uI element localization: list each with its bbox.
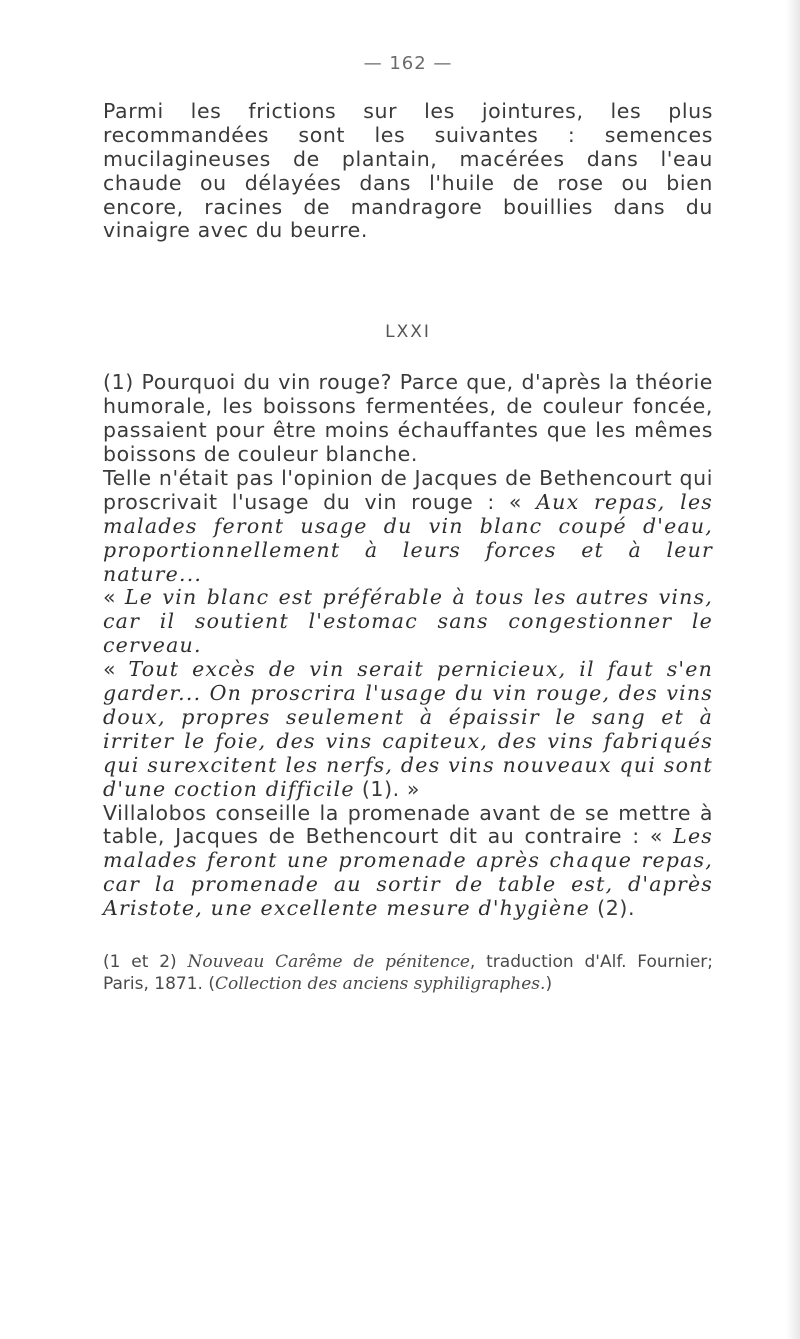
footnote-title: Nouveau Carême de pénitence	[187, 952, 470, 973]
footnote-prefix: (1 et 2)	[103, 952, 188, 973]
quote-vin-blanc: Le vin blanc est préférable à tous les autres vins, car il soutient l'estomac sans congestionner le cerveau.	[103, 585, 713, 658]
note-paragraph-2	[103, 467, 713, 587]
book-page	[103, 52, 713, 995]
quote-open-mark: «	[103, 585, 125, 610]
quote-aux-repas: Aux repas, les malades feront usage du vin blanc coupé d'eau, proportionnellement à leurs forces et à leur nature...	[103, 489, 713, 586]
intro-paragraph: Parmi les frictions sur les jointures, les plus recommandées sont les suivantes : semences mucilagineuses de plantain, macérées dans l'eau chaude ou délayées dans l'huile de rose ou bien encore, racines de mandragore bouillies dans du vinaigre avec du beurre.	[103, 98, 713, 243]
section-heading: LXXI	[385, 322, 431, 343]
footnote-details: , traduction d'Alf. Fournier; Paris, 1871. (	[103, 952, 713, 995]
paragraph-5-lead: Villalobos conseille la promenade avant de se mettre à table, Jacques de Bethencourt dit au contraire : «	[103, 800, 713, 849]
note-paragraph-1: (1) Pourquoi du vin rouge? Parce que, d'après la théorie humorale, les boissons fermentées, de couleur foncée, passaient pour être moins échauffantes que les mêmes boissons de couleur blanche.	[103, 370, 713, 466]
note-paragraph-4	[103, 658, 713, 801]
footnote	[103, 951, 713, 995]
quote-open-mark: «	[103, 657, 129, 682]
note-paragraph-3	[103, 586, 713, 658]
quote-exces-de-vin: Tout excès de vin serait pernicieux, il faut s'en garder... On proscrira l'usage du vin rouge, des vins doux, propres seulement à épaissir le sang et à irriter le foie, des vins capiteux, des vins fabriqués qui surexcitent les nerfs, des vins nouveaux qui sont d'une coction difficile	[103, 657, 713, 801]
note-paragraph-5	[103, 802, 713, 922]
footnote-ref-2: (2).	[590, 896, 636, 921]
footnote-end: )	[545, 974, 553, 995]
quote-promenade: Les malades feront une promenade après chaque repas, car la promenade au sortir de table est, d'après Aristote, une excellente mesure d'hygiène	[103, 824, 713, 921]
page-edge-shadow	[786, 0, 800, 1339]
page-number: — 162 —	[363, 53, 453, 74]
footnote-ref-1: (1). »	[354, 776, 421, 801]
paragraph-2-lead: Telle n'était pas l'opinion de Jacques de Bethencourt qui proscrivait l'usage du vin rouge : «	[103, 465, 713, 514]
footnote-series: Collection des anciens syphiligraphes.	[215, 974, 546, 995]
